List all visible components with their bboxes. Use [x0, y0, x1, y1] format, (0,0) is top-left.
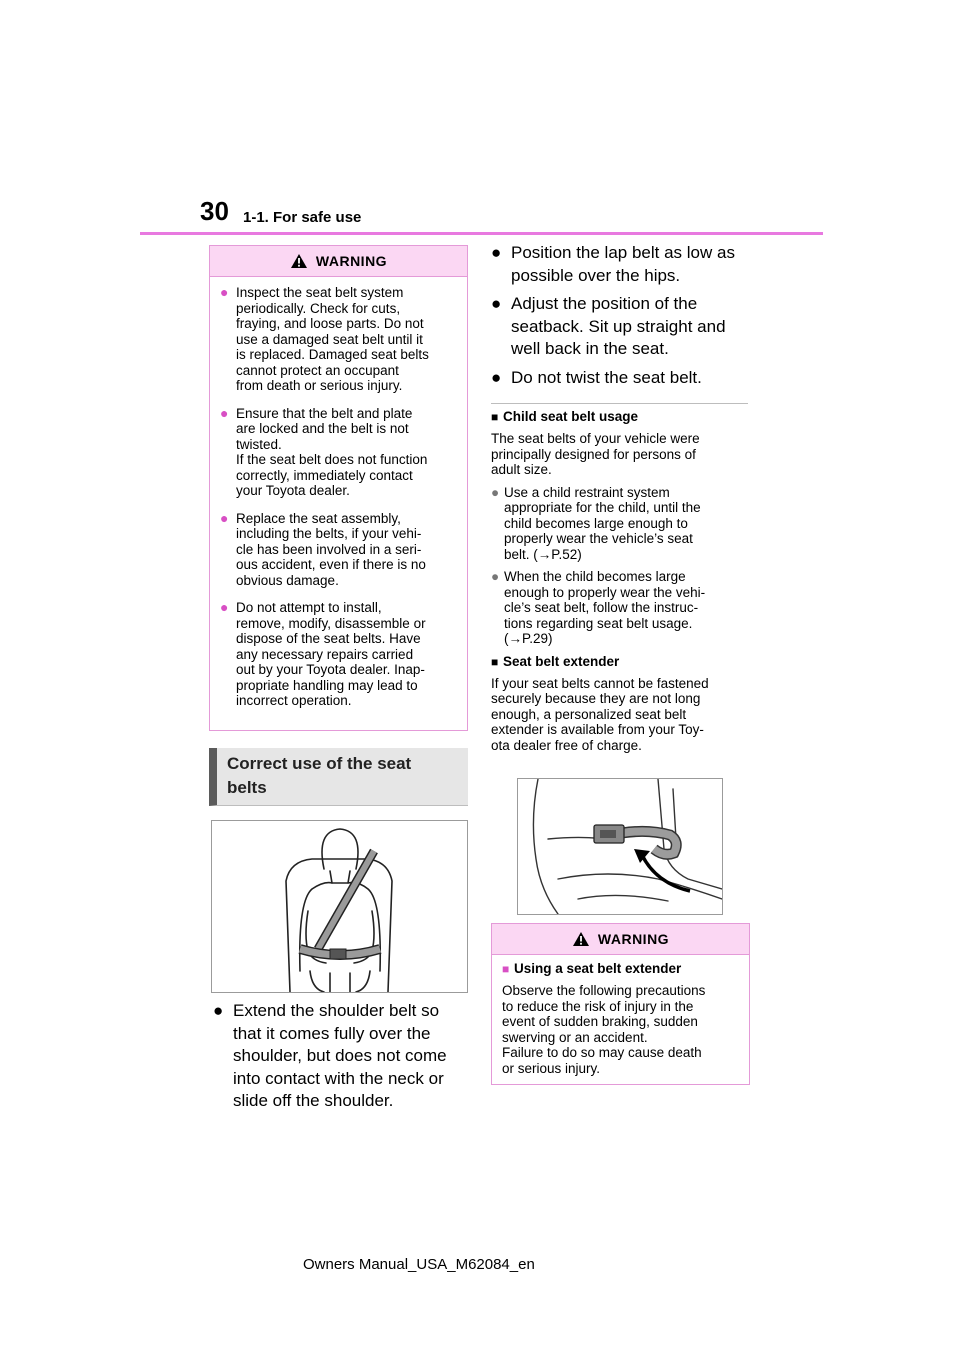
circle-bullet-icon: ●	[220, 284, 229, 300]
warning-triangle-icon	[290, 253, 308, 269]
child-intro: The seat belts of your vehicle were principally designed for persons of adult size.	[491, 431, 700, 477]
warning-item-text: Do not attempt to install, remove, modify, disassemble or dispose of the seat belts. Have any necessary repairs carried out by your Toyota dealer. Inap- propriate handling may lead to incorrect operation.	[236, 600, 426, 708]
bullet-icon: ●	[213, 1001, 224, 1020]
circle-bullet-icon: ●	[220, 404, 229, 421]
warning-triangle-icon	[572, 931, 590, 947]
seat-belt-illustration	[211, 820, 468, 993]
warning-item	[220, 600, 457, 709]
instruction-text: Adjust the position of the seatback. Sit up straight and well back in the seat.	[511, 294, 726, 358]
child-item	[491, 485, 753, 563]
warning-item-text: Replace the seat assembly, including the belts, if your vehi- cle has been involved in a seri- ous accident, even if there is no obvious damage.	[236, 510, 426, 588]
warning-item-text: Inspect the seat belt system periodically. Check for cuts, fraying, and loose parts. Do not use a damaged seat belt until it is replaced. Damaged seat belts cannot protect an occupant from death or serious injury.	[236, 285, 429, 393]
circle-bullet-icon: ●	[491, 569, 500, 584]
instruction-bullet	[213, 1000, 469, 1113]
warning-box-1	[209, 245, 468, 731]
extender-title-text: Seat belt extender	[503, 653, 620, 669]
seat-belt-extender-illustration	[517, 778, 723, 915]
subsection-title	[491, 409, 753, 425]
page-number: 30	[200, 196, 229, 226]
warning-subtitle-text: Using a seat belt extender	[514, 961, 682, 976]
subsection-title	[491, 654, 753, 670]
header-rule	[140, 232, 823, 235]
bullet-icon: ●	[491, 243, 502, 262]
warning-label: WARNING	[315, 253, 388, 269]
instruction-text: Do not twist the seat belt.	[511, 367, 702, 387]
section-title: 1-1. For safe use	[243, 209, 362, 226]
child-item-text: Use a child restraint system appropriate for the child, until the child becomes large enough to properly wear the vehicle’s seat belt. (→P.52)	[504, 484, 701, 562]
warning-item	[220, 285, 457, 394]
extender-text: If your seat belts cannot be fastened securely because they are not long enough, a personalized seat belt extender is available from your Toy- ota dealer free of charge.	[491, 675, 709, 753]
circle-bullet-icon: ●	[220, 509, 229, 526]
warning-box-2	[491, 923, 750, 1085]
section-heading-text: Correct use of the seat belts	[227, 754, 412, 797]
child-title-text: Child seat belt usage	[503, 409, 639, 424]
extender-drawing	[518, 779, 722, 914]
instruction-bullet	[491, 367, 756, 390]
circle-bullet-icon: ●	[491, 484, 500, 500]
square-bullet-icon: ■	[502, 962, 510, 976]
bullet-icon: ●	[491, 367, 502, 387]
warning-header	[210, 246, 467, 277]
divider	[491, 403, 748, 404]
footer-manual-id: Owners Manual_USA_M62084_en	[303, 1256, 535, 1273]
warning-item	[220, 511, 457, 589]
warning-subtitle	[502, 961, 739, 977]
right-bullet-list	[491, 242, 756, 389]
instruction-text: Position the lap belt as low as possible over the hips.	[511, 243, 735, 285]
warning-text: Observe the following precautions to reduce the risk of injury in the event of sudden braking, sudden swerving or an accident. Failure to do so may cause death or serious injury.	[502, 983, 706, 1076]
instruction-bullet	[491, 293, 756, 361]
child-item-text: When the child becomes large enough to properly wear the vehi- cle’s seat belt, follow the instruc- tions regarding seat belt usage. (→P.29)	[504, 569, 706, 646]
seated-occupant-drawing	[212, 821, 467, 992]
child-seat-belt-section	[491, 409, 753, 753]
child-item	[491, 569, 753, 647]
instruction-text: Extend the shoulder belt so that it comes fully over the shoulder, but does not come into contact with the neck or slide off the shoulder.	[233, 1001, 447, 1110]
instruction-bullet	[491, 242, 756, 287]
bullet-icon: ●	[491, 294, 502, 313]
square-bullet-icon: ■	[491, 410, 499, 424]
warning-label: WARNING	[597, 931, 670, 947]
warning-header	[492, 924, 749, 955]
warning-item	[220, 406, 457, 499]
circle-bullet-icon: ●	[220, 599, 229, 615]
square-bullet-icon: ■	[491, 654, 499, 669]
section-heading	[209, 748, 468, 806]
warning-item-text: Ensure that the belt and plate are locked and the belt is not twisted. If the seat belt does not function correctly, immediately contact your Toyota dealer.	[236, 405, 428, 498]
